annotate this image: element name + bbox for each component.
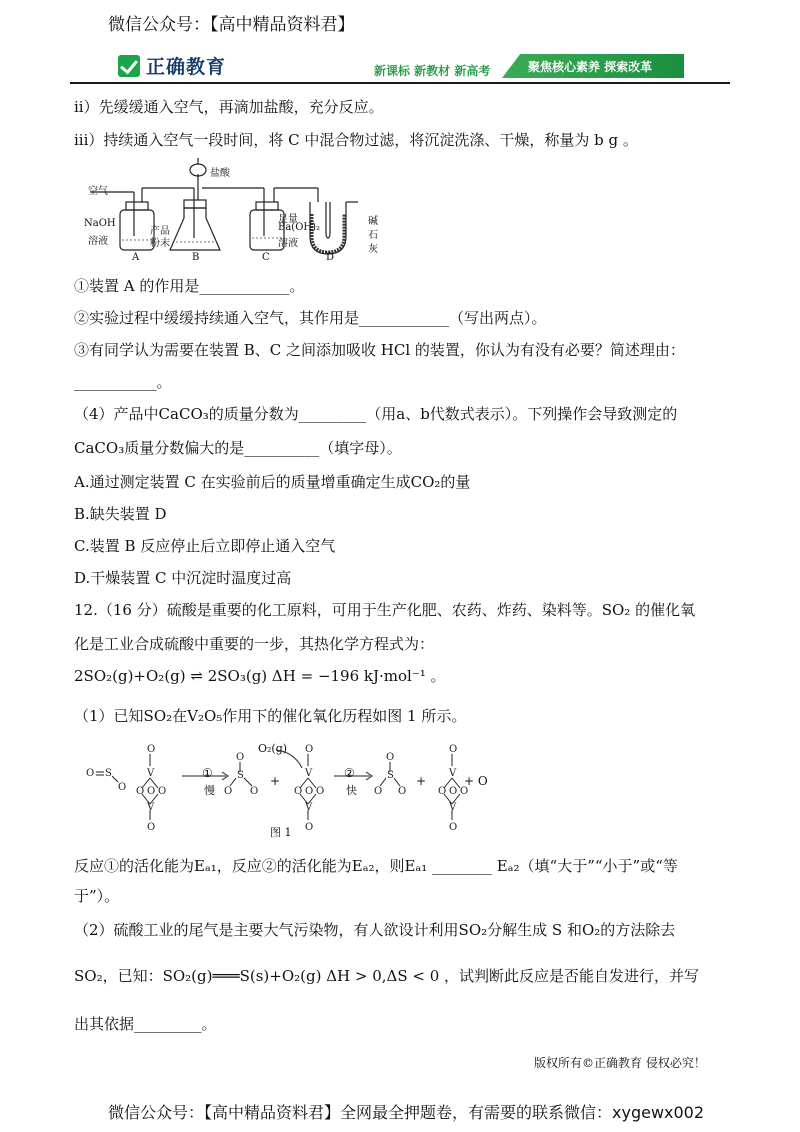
logo-text: 正确教育: [146, 56, 227, 78]
text-line: D.干燥装置 C 中沉淀时温度过高: [74, 569, 292, 587]
svg-text:O: O: [305, 822, 314, 832]
text-line: 2SO₂(g)+O₂(g) ⇌ 2SO₃(g) ΔH = −196 kJ·mol⁻¹ 。: [74, 667, 446, 685]
label-D: D: [326, 252, 335, 263]
text-line: A.通过测定装置 C 在实验前后的质量增重确定生成CO₂的量: [74, 473, 471, 491]
svg-text:O: O: [305, 744, 314, 755]
label-soda-lime-3: 灰: [368, 244, 378, 255]
text-line: （2）硫酸工业的尾气是主要大气污染物，有人欲设计利用SO₂分解生成 S 和O₂的方法除去: [74, 921, 676, 939]
svg-text:O: O: [316, 786, 325, 797]
label-A: A: [132, 252, 140, 263]
label-o2g: O₂(g): [258, 742, 288, 755]
svg-text:O: O: [118, 782, 127, 793]
label-C: C: [262, 252, 270, 263]
label-plus-2: +: [416, 774, 427, 788]
svg-text:O: O: [460, 786, 469, 797]
label-powder: 粉末: [150, 238, 170, 249]
svg-text:O: O: [236, 752, 245, 763]
label-ba-solution: 溶液: [278, 238, 298, 249]
bottom-wechat-banner: 微信公众号：【高中精品资料君】全网最全押题卷，有需要的联系微信：xygewx002: [108, 1103, 705, 1122]
text-line: 反应①的活化能为Eₐ₁，反应②的活化能为Eₐ₂，则Eₐ₁ ________ Eₐ₂（填“大于”“小于”或“等: [74, 857, 678, 875]
svg-text:O: O: [86, 768, 95, 779]
svg-text:O: O: [449, 822, 458, 832]
label-step1: ①: [202, 766, 213, 780]
svg-text:O: O: [147, 822, 156, 832]
text-line: B.缺失装置 D: [74, 505, 167, 523]
check-icon: [118, 55, 140, 77]
text-line: 化是工业合成硫酸中重要的一步，其热化学方程式为：: [74, 635, 435, 653]
mechanism-figure: [80, 742, 520, 832]
svg-text:S: S: [105, 768, 112, 779]
label-slow: 慢: [204, 784, 215, 797]
label-soda-lime-2: 石: [368, 230, 378, 241]
label-hcl: 盐酸: [210, 168, 230, 179]
tagline-right: 聚焦核心素养 探索改革: [528, 60, 653, 74]
svg-text:V: V: [147, 802, 155, 813]
svg-text:V: V: [449, 802, 457, 813]
text-line: ii）先缓缓通入空气，再滴加盐酸，充分反应。: [74, 98, 384, 116]
svg-text:O: O: [398, 786, 407, 797]
label-soda-lime-1: 碱: [368, 216, 378, 227]
svg-text:O: O: [147, 786, 156, 797]
label-plus-1: +: [270, 774, 281, 788]
label-naoh-solution: 溶液: [88, 236, 108, 247]
text-line: iii）持续通入空气一段时间，将 C 中混合物过滤，将沉淀洗涤、干燥，称量为 b g 。: [74, 131, 638, 149]
text-line: 于”）。: [74, 887, 120, 905]
svg-text:O: O: [449, 744, 458, 755]
label-naoh: NaOH: [84, 218, 116, 229]
label-baoh2: Ba(OH)₂: [278, 222, 321, 233]
label-plus-o: + O: [464, 774, 488, 788]
svg-text:V: V: [305, 768, 313, 779]
svg-text:O: O: [386, 752, 395, 763]
apparatus-diagram: [84, 158, 384, 268]
svg-text:O: O: [305, 786, 314, 797]
logo: [118, 52, 226, 79]
top-wechat-banner: 微信公众号：【高中精品资料君】: [108, 15, 355, 35]
svg-text:O: O: [147, 744, 156, 755]
header-divider: [70, 82, 730, 84]
text-line: ___________。: [74, 373, 172, 391]
svg-text:V: V: [147, 768, 155, 779]
svg-text:O: O: [250, 786, 259, 797]
text-line: ②实验过程中缓缓持续通入空气，其作用是____________（写出两点）。: [74, 309, 547, 327]
text-line: （1）已知SO₂在V₂O₅作用下的催化氧化历程如图 1 所示。: [74, 707, 467, 725]
svg-text:O: O: [294, 786, 303, 797]
svg-text:V: V: [449, 768, 457, 779]
label-step2: ②: [344, 766, 355, 780]
svg-text:O: O: [438, 786, 447, 797]
svg-text:S: S: [237, 770, 244, 781]
text-line: （4）产品中CaCO₃的质量分数为_________（用a、b代数式表示）。下列操作会导致测定的: [74, 405, 678, 423]
text-line: CaCO₃质量分数偏大的是__________（填字母）。: [74, 439, 402, 457]
text-line: 出其依据_________。: [74, 1015, 217, 1033]
copyright-notice: 版权所有©正确教育 侵权必究！: [534, 1056, 706, 1070]
svg-text:O: O: [136, 786, 145, 797]
figure-caption: 图 1: [270, 826, 292, 839]
text-line: C.装置 B 反应停止后立即停止通入空气: [74, 537, 336, 555]
svg-text:O: O: [449, 786, 458, 797]
label-B: B: [192, 252, 200, 263]
tagline-left: 新课标 新教材 新高考: [374, 64, 491, 78]
text-line: ①装置 A 的作用是____________。: [74, 277, 305, 295]
text-line: SO₂，已知：SO₂(g)═══S(s)+O₂(g) ΔH > 0,ΔS < 0 ，试判断此反应是否能自发进行，并写: [74, 967, 700, 985]
text-line: ③有同学认为需要在装置 B、C 之间添加吸收 HCl 的装置，你认为有没有必要？简述理由：: [74, 341, 685, 359]
svg-text:O: O: [224, 786, 233, 797]
label-fast: 快: [346, 784, 357, 797]
svg-text:S: S: [387, 770, 394, 781]
label-air: 空气: [88, 186, 108, 197]
svg-text:O: O: [374, 786, 383, 797]
svg-text:V: V: [305, 802, 313, 813]
svg-text:O: O: [158, 786, 167, 797]
text-line: 12.（16 分）硫酸是重要的化工原料，可用于生产化肥、农药、炸药、染料等。SO₂ 的催化氧: [74, 601, 696, 619]
label-product: 产品: [150, 226, 170, 237]
label-excess: 足量: [278, 214, 298, 225]
